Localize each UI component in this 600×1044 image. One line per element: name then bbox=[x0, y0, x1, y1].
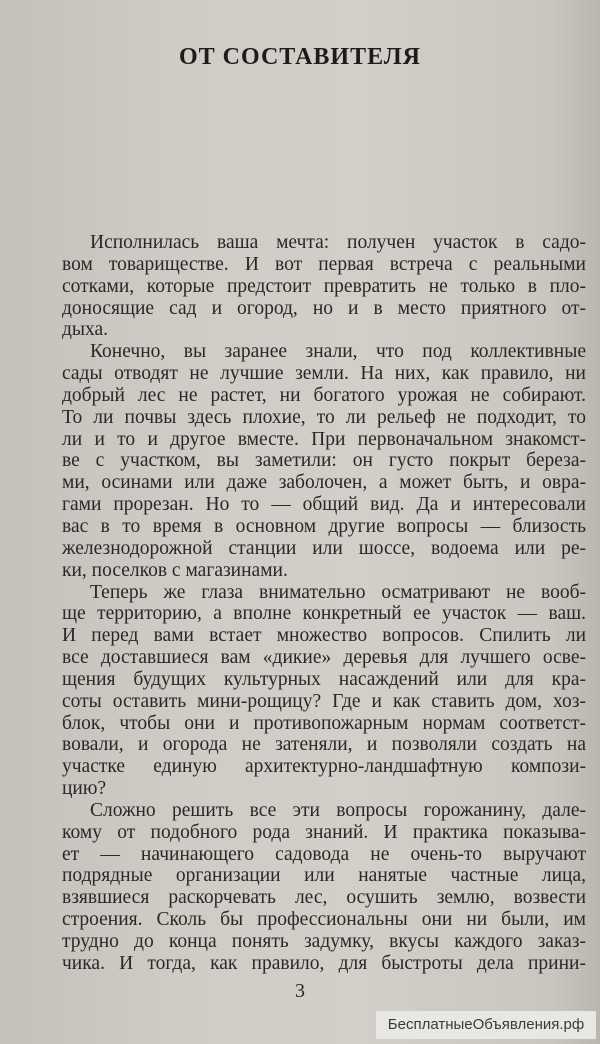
text-line: все доставшиеся вам «дикие» деревья для лучшего осве- bbox=[62, 647, 586, 669]
text-line: ки, поселков с магазинами. bbox=[62, 559, 288, 581]
watermark: БесплатныеОбъявления.рф bbox=[376, 1011, 596, 1039]
text-line: вом товариществе. И вот первая встреча с реальными bbox=[62, 253, 586, 275]
body-text bbox=[62, 232, 586, 975]
text-line: ве с участком, вы заметили: он густо покрыт береза- bbox=[62, 450, 586, 472]
text-line: взявшиеся раскорчевать лес, осушить землю, возвести bbox=[62, 887, 586, 909]
text-line: вас в то время в основном другие вопросы — близость bbox=[62, 515, 586, 537]
text-line: сотками, которые предстоит превратить не только в пло- bbox=[62, 275, 586, 297]
text-line: блок, чтобы они и противопожарным нормам соответст- bbox=[62, 712, 586, 734]
text-line: ми, осинами или даже заболочен, а может быть, и овра- bbox=[62, 472, 586, 494]
text-line: подрядные организации или нанятые частные лица, bbox=[62, 865, 586, 887]
text-line: строения. Сколь бы профессиональны они ни были, им bbox=[62, 909, 586, 931]
text-line: сады отводят не лучшие земли. На них, как правило, ни bbox=[62, 363, 586, 385]
text-line: добрый лес не растет, ни богатого урожая не собирают. bbox=[62, 384, 586, 406]
text-line: Исполнилась ваша мечта: получен участок в садо- bbox=[90, 232, 586, 253]
text-line: Теперь же глаза внимательно осматривают не вооб- bbox=[90, 581, 586, 603]
text-line: ще территорию, а вполне конкретный ее участок — ваш. bbox=[62, 603, 586, 625]
text-line: железнодорожной станции или шоссе, водоема или ре- bbox=[62, 537, 586, 559]
text-line: ет — начинающего садовода не очень-то выручают bbox=[62, 843, 586, 865]
text-line: ли и то и другое вместе. При первоначальном знакомст- bbox=[62, 428, 586, 450]
text-line: дыха. bbox=[62, 319, 109, 341]
text-line: И перед вами встает множество вопросов. Спилить ли bbox=[62, 625, 586, 647]
text-line: Сложно решить все эти вопросы горожанину, дале- bbox=[90, 799, 586, 821]
text-line: соты оставить мини-рощицу? Где и как ставить дом, хоз- bbox=[62, 690, 586, 712]
text-line: вовали, и огорода не затеняли, и позволяли создать на bbox=[62, 734, 586, 756]
text-line: трудно до конца понять задумку, вкусы каждого заказ- bbox=[62, 931, 586, 952]
text-line: Конечно, вы заранее знали, что под коллективные bbox=[90, 341, 586, 363]
text-line: То ли почвы здесь плохие, то ли рельеф не подходит, то bbox=[62, 406, 586, 428]
text-line: щения будущих культурных насаждений или для кра- bbox=[62, 668, 586, 690]
text-line: доносящие сад и огород, но и в место приятного от- bbox=[62, 297, 586, 319]
text-line: участке единую архитектурно-ландшафтную компози- bbox=[62, 756, 586, 778]
text-line: чика. И тогда, как правило, для быстроты дела прини- bbox=[62, 952, 586, 974]
chapter-title: ОТ СОСТАВИТЕЛЯ bbox=[178, 44, 422, 70]
text-line: кому от подобного рода знаний. И практика показыва- bbox=[62, 821, 586, 843]
text-line: цию? bbox=[62, 778, 107, 800]
page-number: 3 bbox=[295, 980, 305, 1002]
text-line: гами прорезан. Но то — общий вид. Да и интересовали bbox=[62, 494, 586, 516]
